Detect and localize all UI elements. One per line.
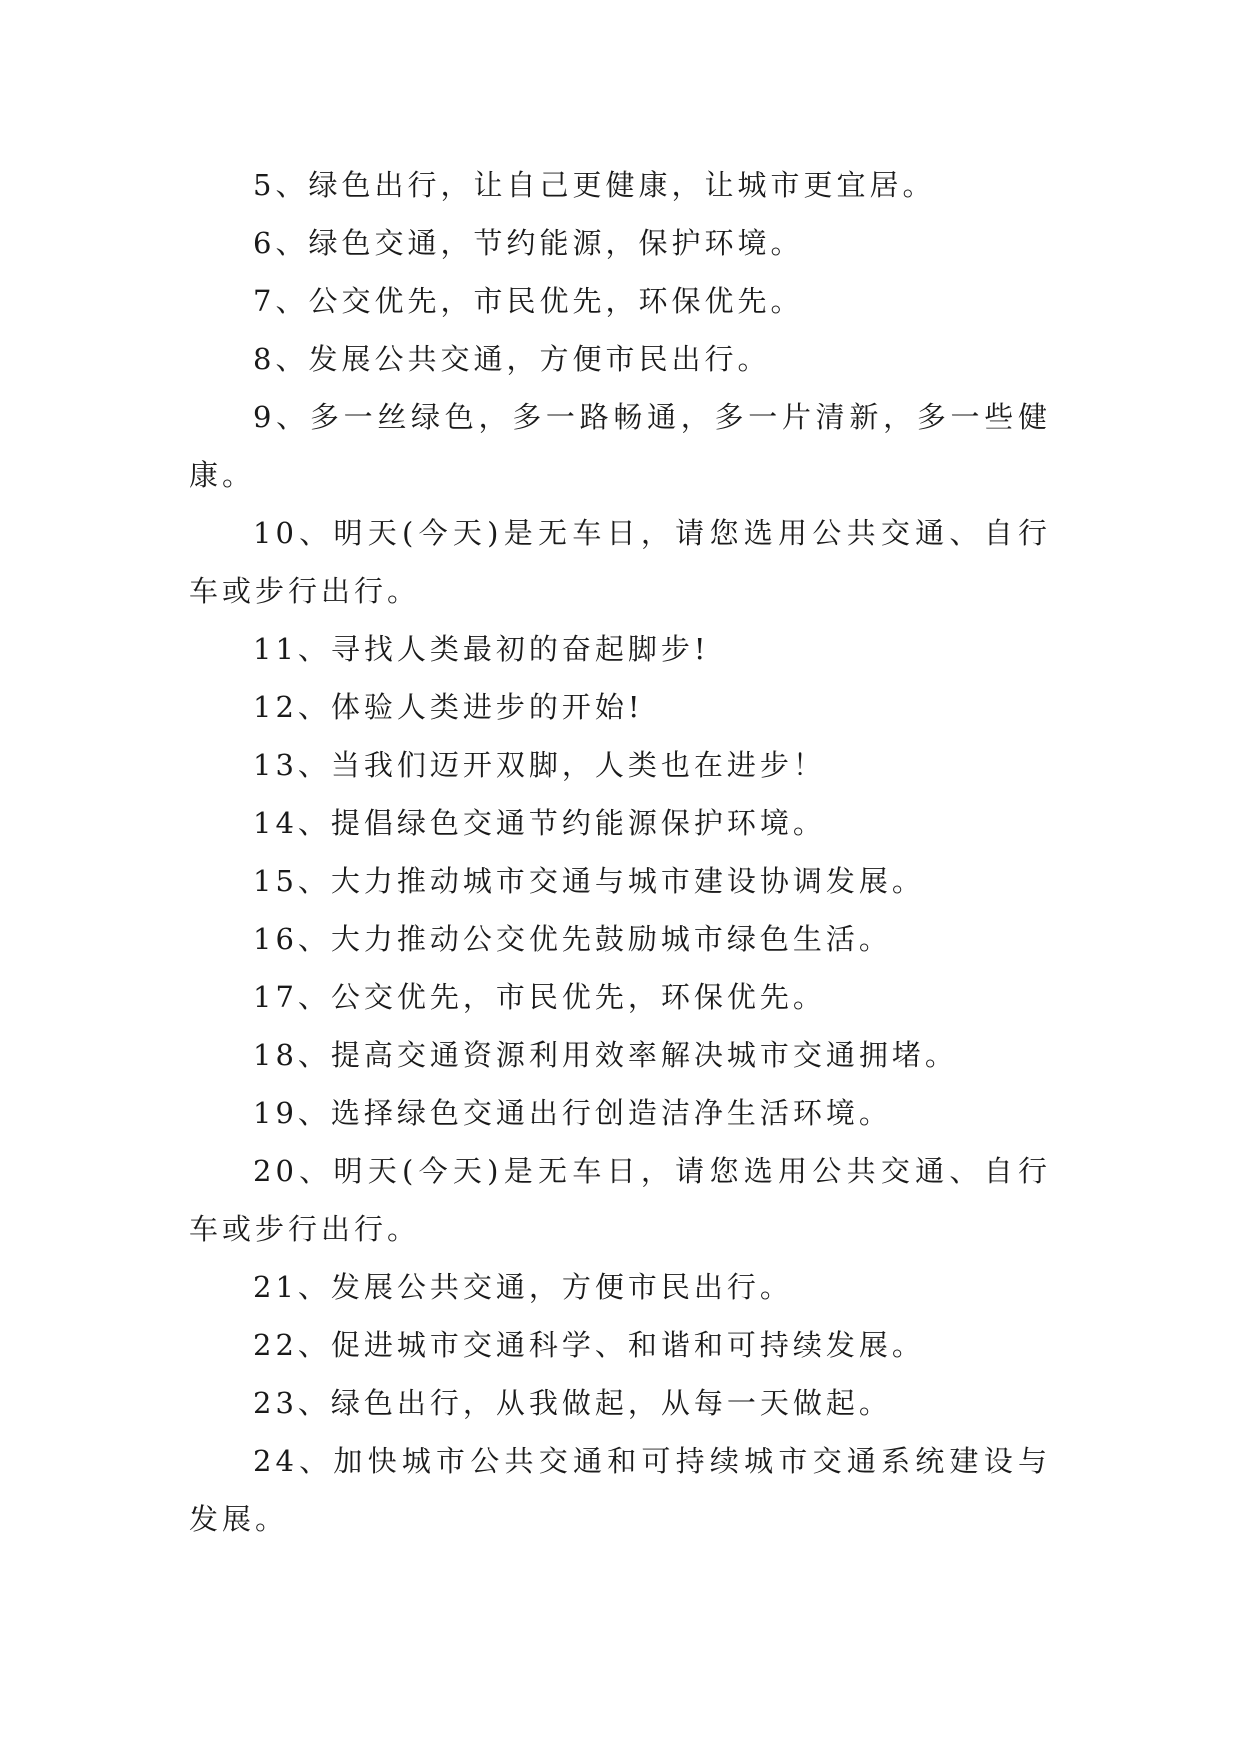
paragraph-22: 22、促进城市交通科学、和谐和可持续发展。	[253, 1328, 925, 1362]
paragraph-16: 16、大力推动公交优先鼓励城市绿色生活。	[253, 922, 892, 956]
paragraph-11: 11、寻找人类最初的奋起脚步!	[253, 632, 710, 666]
paragraph-7: 7、公交优先，市民优先，环保优先。	[253, 284, 804, 318]
paragraph-20: 20、明天(今天)是无车日，请您选用公共交通、自行车或步行出行。	[189, 1154, 1051, 1246]
paragraph-21: 21、发展公共交通，方便市民出行。	[253, 1270, 793, 1304]
paragraph-5: 5、绿色出行，让自己更健康，让城市更宜居。	[253, 168, 936, 202]
paragraph-23: 23、绿色出行，从我做起，从每一天做起。	[253, 1386, 892, 1420]
paragraph-6: 6、绿色交通，节约能源，保护环境。	[253, 226, 804, 260]
paragraph-17: 17、公交优先，市民优先，环保优先。	[253, 980, 826, 1014]
paragraph-24: 24、加快城市公共交通和可持续城市交通系统建设与发展。	[189, 1444, 1051, 1536]
paragraph-19: 19、选择绿色交通出行创造洁净生活环境。	[253, 1096, 892, 1130]
paragraph-15: 15、大力推动城市交通与城市建设协调发展。	[253, 864, 925, 898]
paragraph-8: 8、发展公共交通，方便市民出行。	[253, 342, 771, 376]
paragraph-12: 12、体验人类进步的开始!	[253, 690, 644, 724]
paragraph-18: 18、提高交通资源利用效率解决城市交通拥堵。	[253, 1038, 958, 1072]
document-body	[189, 156, 1051, 1548]
paragraph-14: 14、提倡绿色交通节约能源保护环境。	[253, 806, 826, 840]
paragraph-10: 10、明天(今天)是无车日，请您选用公共交通、自行车或步行出行。	[189, 516, 1051, 608]
paragraph-9: 9、多一丝绿色，多一路畅通，多一片清新，多一些健康。	[189, 400, 1051, 492]
paragraph-13: 13、当我们迈开双脚，人类也在进步！	[253, 748, 826, 782]
